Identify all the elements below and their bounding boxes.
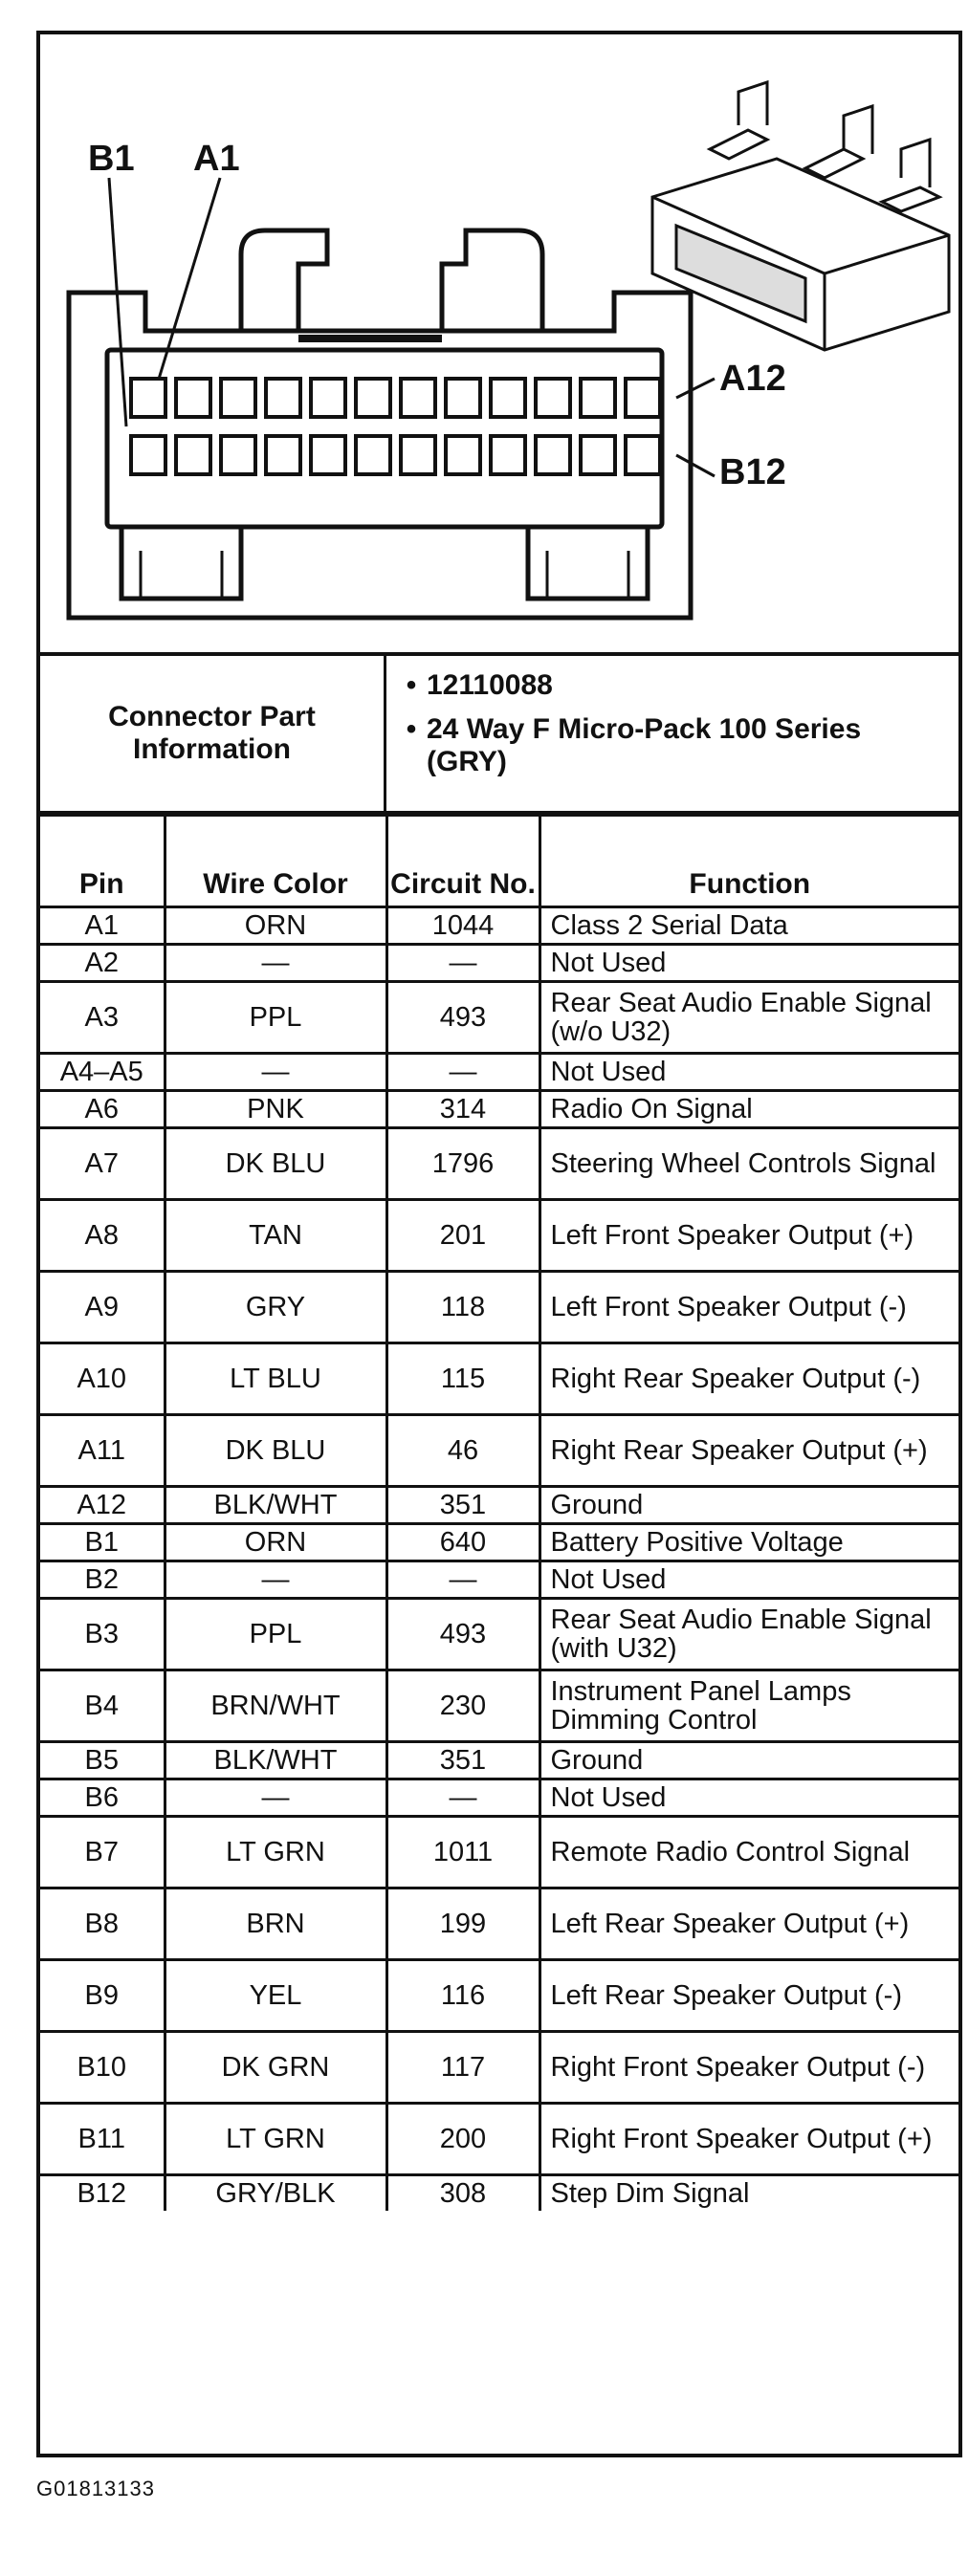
function-cell: Left Rear Speaker Output (-) <box>540 1960 958 2032</box>
label-b12: B12 <box>719 452 786 492</box>
table-row <box>40 1272 958 1343</box>
function-cell: Right Front Speaker Output (+) <box>540 2104 958 2175</box>
pin-cavity <box>536 379 570 417</box>
function-cell: Steering Wheel Controls Signal <box>540 1128 958 1200</box>
table-row <box>40 1960 958 2032</box>
circuit-no-cell: 117 <box>386 2032 540 2104</box>
function-cell: Left Front Speaker Output (-) <box>540 1272 958 1343</box>
wire-color-cell: DK GRN <box>165 2032 386 2104</box>
table-row <box>40 1561 958 1599</box>
pin-cavity <box>221 379 255 417</box>
wire-color-cell: LT GRN <box>165 1817 386 1888</box>
wire-color-cell: DK BLU <box>165 1415 386 1487</box>
table-row <box>40 1200 958 1272</box>
circuit-no-cell: 493 <box>386 1599 540 1670</box>
table-row <box>40 945 958 982</box>
connector-isometric-view <box>652 82 949 350</box>
pin-cavity <box>626 436 660 474</box>
wire-color-cell: LT BLU <box>165 1343 386 1415</box>
wire-color-cell: — <box>165 1561 386 1599</box>
bullet: • <box>406 669 417 701</box>
function-cell: Rear Seat Audio Enable Signal (with U32) <box>540 1599 958 1670</box>
pin-cavities <box>131 379 660 474</box>
pin-cavity <box>401 379 435 417</box>
table-row <box>40 1343 958 1415</box>
function-cell: Rear Seat Audio Enable Signal (w/o U32) <box>540 982 958 1054</box>
pin-table <box>40 814 958 2211</box>
pin-cell: A9 <box>40 1272 165 1343</box>
circuit-no-cell: 1796 <box>386 1128 540 1200</box>
pin-cavity <box>311 436 345 474</box>
circuit-no-cell: — <box>386 1779 540 1817</box>
wire-color-cell: — <box>165 945 386 982</box>
header-circuit-no: Circuit No. <box>386 816 540 907</box>
table-row <box>40 2175 958 2212</box>
pin-cell: A1 <box>40 907 165 945</box>
pin-cavity <box>491 379 525 417</box>
label-a12: A12 <box>719 359 786 399</box>
circuit-no-cell: 351 <box>386 1742 540 1779</box>
pin-cell: B12 <box>40 2175 165 2212</box>
function-cell: Remote Radio Control Signal <box>540 1817 958 1888</box>
figure-id: G01813133 <box>36 2477 155 2500</box>
circuit-no-cell: — <box>386 945 540 982</box>
pin-cavity <box>581 379 615 417</box>
pin-cell: B9 <box>40 1960 165 2032</box>
header-function: Function <box>540 816 958 907</box>
function-cell: Instrument Panel Lamps Dimming Control <box>540 1670 958 1742</box>
connector-body <box>69 230 691 618</box>
table-row <box>40 1415 958 1487</box>
table-row <box>40 1091 958 1128</box>
part-number: 12110088 <box>427 669 553 701</box>
function-cell: Step Dim Signal <box>540 2175 958 2212</box>
connector-face-drawing <box>40 34 958 652</box>
table-row <box>40 1599 958 1670</box>
connector-diagram <box>40 34 958 656</box>
leader-lines <box>109 178 715 476</box>
function-cell: Not Used <box>540 1561 958 1599</box>
pin-cavity <box>266 379 300 417</box>
pin-cell: A12 <box>40 1487 165 1524</box>
function-cell: Right Rear Speaker Output (+) <box>540 1415 958 1487</box>
pin-cavity <box>626 379 660 417</box>
wire-color-cell: ORN <box>165 1524 386 1561</box>
wire-color-cell: PNK <box>165 1091 386 1128</box>
function-cell: Not Used <box>540 945 958 982</box>
connector-description: 24 Way F Micro-Pack 100 Series (GRY) <box>427 713 862 777</box>
function-cell: Right Front Speaker Output (-) <box>540 2032 958 2104</box>
pin-cavity <box>131 379 165 417</box>
wire-color-cell: ORN <box>165 907 386 945</box>
circuit-no-cell: 640 <box>386 1524 540 1561</box>
pin-cell: A2 <box>40 945 165 982</box>
pin-cell: B4 <box>40 1670 165 1742</box>
connector-sheet <box>36 31 962 2457</box>
pin-cell: A4–A5 <box>40 1054 165 1091</box>
label-a1: A1 <box>193 139 240 179</box>
pin-cavity <box>491 436 525 474</box>
pin-cell: B3 <box>40 1599 165 1670</box>
pin-cavity <box>221 436 255 474</box>
circuit-no-cell: 1044 <box>386 907 540 945</box>
function-cell: Left Front Speaker Output (+) <box>540 1200 958 1272</box>
wire-color-cell: DK BLU <box>165 1128 386 1200</box>
pin-cell: A11 <box>40 1415 165 1487</box>
pin-cavity <box>176 379 210 417</box>
connector-info-item <box>396 669 951 702</box>
circuit-no-cell: 115 <box>386 1343 540 1415</box>
function-cell: Ground <box>540 1742 958 1779</box>
wire-color-cell: TAN <box>165 1200 386 1272</box>
function-cell: Battery Positive Voltage <box>540 1524 958 1561</box>
pin-table-body <box>40 907 958 2212</box>
pin-cavity <box>536 436 570 474</box>
pin-cavity <box>311 379 345 417</box>
circuit-no-cell: 116 <box>386 1960 540 2032</box>
wire-color-cell: GRY/BLK <box>165 2175 386 2212</box>
pin-cavity <box>131 436 165 474</box>
pin-cavity <box>176 436 210 474</box>
wire-color-cell: LT GRN <box>165 2104 386 2175</box>
wire-color-cell: PPL <box>165 982 386 1054</box>
header-wire-color: Wire Color <box>165 816 386 907</box>
pin-cell: A7 <box>40 1128 165 1200</box>
label-b1: B1 <box>88 139 135 179</box>
function-cell: Class 2 Serial Data <box>540 907 958 945</box>
pin-cell: B7 <box>40 1817 165 1888</box>
wire-color-cell: — <box>165 1054 386 1091</box>
connector-info-values <box>396 669 951 790</box>
pin-cell: B6 <box>40 1779 165 1817</box>
wire-color-cell: BRN <box>165 1888 386 1960</box>
connector-info-label: Connector Part Information <box>108 701 316 765</box>
pin-cell: B8 <box>40 1888 165 1960</box>
circuit-no-cell: 46 <box>386 1415 540 1487</box>
table-row <box>40 1779 958 1817</box>
pin-cell: B5 <box>40 1742 165 1779</box>
table-row <box>40 2104 958 2175</box>
function-cell: Radio On Signal <box>540 1091 958 1128</box>
pin-cell: A6 <box>40 1091 165 1128</box>
circuit-no-cell: 230 <box>386 1670 540 1742</box>
pin-cavity <box>266 436 300 474</box>
table-row <box>40 1487 958 1524</box>
table-row <box>40 907 958 945</box>
circuit-no-cell: — <box>386 1054 540 1091</box>
circuit-no-cell: 493 <box>386 982 540 1054</box>
header-pin: Pin <box>40 816 165 907</box>
table-row <box>40 1524 958 1561</box>
table-row <box>40 982 958 1054</box>
wire-color-cell: PPL <box>165 1599 386 1670</box>
table-row <box>40 1054 958 1091</box>
circuit-no-cell: 200 <box>386 2104 540 2175</box>
circuit-no-cell: — <box>386 1561 540 1599</box>
wire-color-cell: — <box>165 1779 386 1817</box>
function-cell: Ground <box>540 1487 958 1524</box>
connector-part-information-row <box>40 656 958 814</box>
connector-info-item <box>396 713 951 778</box>
wire-color-cell: BLK/WHT <box>165 1742 386 1779</box>
pin-cell: B2 <box>40 1561 165 1599</box>
pin-cavity <box>401 436 435 474</box>
circuit-no-cell: 1011 <box>386 1817 540 1888</box>
connector-info-label-cell <box>40 656 386 811</box>
circuit-no-cell: 199 <box>386 1888 540 1960</box>
circuit-no-cell: 308 <box>386 2175 540 2212</box>
pin-cavity <box>581 436 615 474</box>
pin-cavity <box>356 436 390 474</box>
function-cell: Left Rear Speaker Output (+) <box>540 1888 958 1960</box>
function-cell: Not Used <box>540 1054 958 1091</box>
pin-cell: A10 <box>40 1343 165 1415</box>
table-row <box>40 1670 958 1742</box>
pin-cavity <box>446 436 480 474</box>
function-cell: Right Rear Speaker Output (-) <box>540 1343 958 1415</box>
wire-color-cell: GRY <box>165 1272 386 1343</box>
table-row <box>40 1817 958 1888</box>
table-header-row <box>40 816 958 907</box>
pin-cell: A3 <box>40 982 165 1054</box>
pin-cell: B1 <box>40 1524 165 1561</box>
function-cell: Not Used <box>540 1779 958 1817</box>
circuit-no-cell: 118 <box>386 1272 540 1343</box>
pin-cavity <box>446 379 480 417</box>
table-row <box>40 1888 958 1960</box>
pin-cell: B11 <box>40 2104 165 2175</box>
wire-color-cell: YEL <box>165 1960 386 2032</box>
pin-cell: A8 <box>40 1200 165 1272</box>
pin-cavity <box>356 379 390 417</box>
table-row <box>40 1128 958 1200</box>
pin-cell: B10 <box>40 2032 165 2104</box>
circuit-no-cell: 351 <box>386 1487 540 1524</box>
table-row <box>40 1742 958 1779</box>
circuit-no-cell: 314 <box>386 1091 540 1128</box>
wire-color-cell: BRN/WHT <box>165 1670 386 1742</box>
bullet: • <box>406 713 417 745</box>
wire-color-cell: BLK/WHT <box>165 1487 386 1524</box>
table-row <box>40 2032 958 2104</box>
circuit-no-cell: 201 <box>386 1200 540 1272</box>
